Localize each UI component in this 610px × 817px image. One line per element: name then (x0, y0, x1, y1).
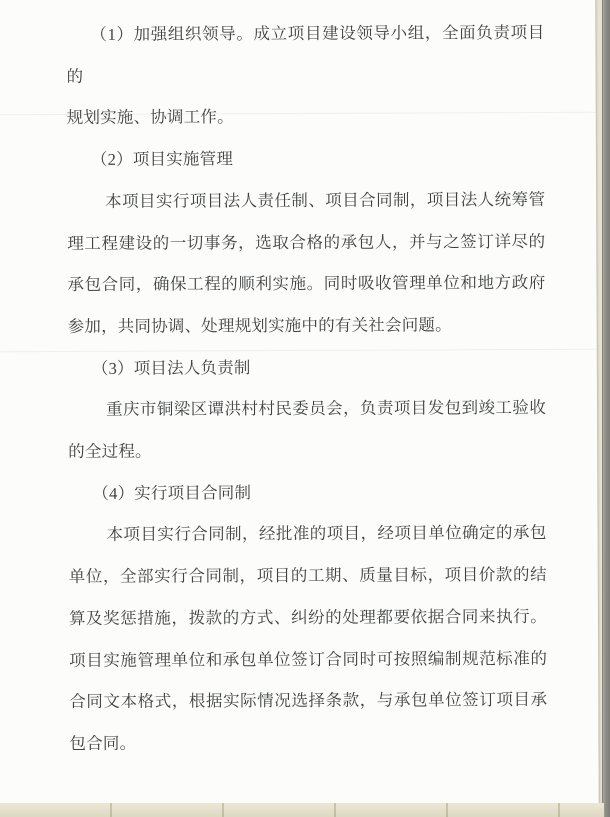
text-line: 的全过程。 (68, 441, 152, 462)
page-stack-edge (602, 0, 603, 817)
text-line: 单位，全部实行合同制，项目的工期、质量目标，项目价款的结 (68, 565, 547, 587)
text-line: 包合同。 (69, 733, 137, 753)
text-line: 合同文本格式，根据实际情况选择条款，与承包单位签订项目承 (69, 690, 548, 712)
text-line: 参加，共同协调、处理规划实施中的有关社会问题。 (67, 315, 452, 336)
text-line: 重庆市铜梁区谭洪村村民委员会，负责项目发包到竣工验收 (105, 398, 547, 420)
scanner-edge (602, 0, 610, 817)
text-line: 算及奖惩措施，拨款的方式、纠纷的处理都要依据合同来执行。 (68, 606, 547, 628)
document-text (66, 12, 547, 765)
table-surface (0, 803, 604, 817)
text-line: （4）实行项目合同制 (92, 482, 252, 503)
text-line: 项目实施管理单位和承包单位签订合同时可按照编制规范标准的 (69, 648, 548, 670)
text-line: 理工程建设的一切事务，选取合格的承包人，并与之签订详尽的 (67, 231, 546, 253)
text-line: （2）项目实施管理 (90, 149, 234, 170)
text-line: 本项目实行项目法人责任制、项目合同制，项目法人统筹管 (105, 189, 546, 211)
text-line: （1）加强组织领导。成立项目建设领导小组，全面负责项目的 (66, 22, 545, 86)
text-line: 承包合同，确保工程的顺利实施。同时吸收管理单位和地方政府 (67, 273, 546, 295)
text-line: 规划实施、协调工作。 (66, 107, 234, 128)
text-line: 本项目实行合同制，经批准的项目，经项目单位确定的承包 (106, 523, 547, 545)
text-line: （3）项目法人负责制 (91, 357, 251, 378)
